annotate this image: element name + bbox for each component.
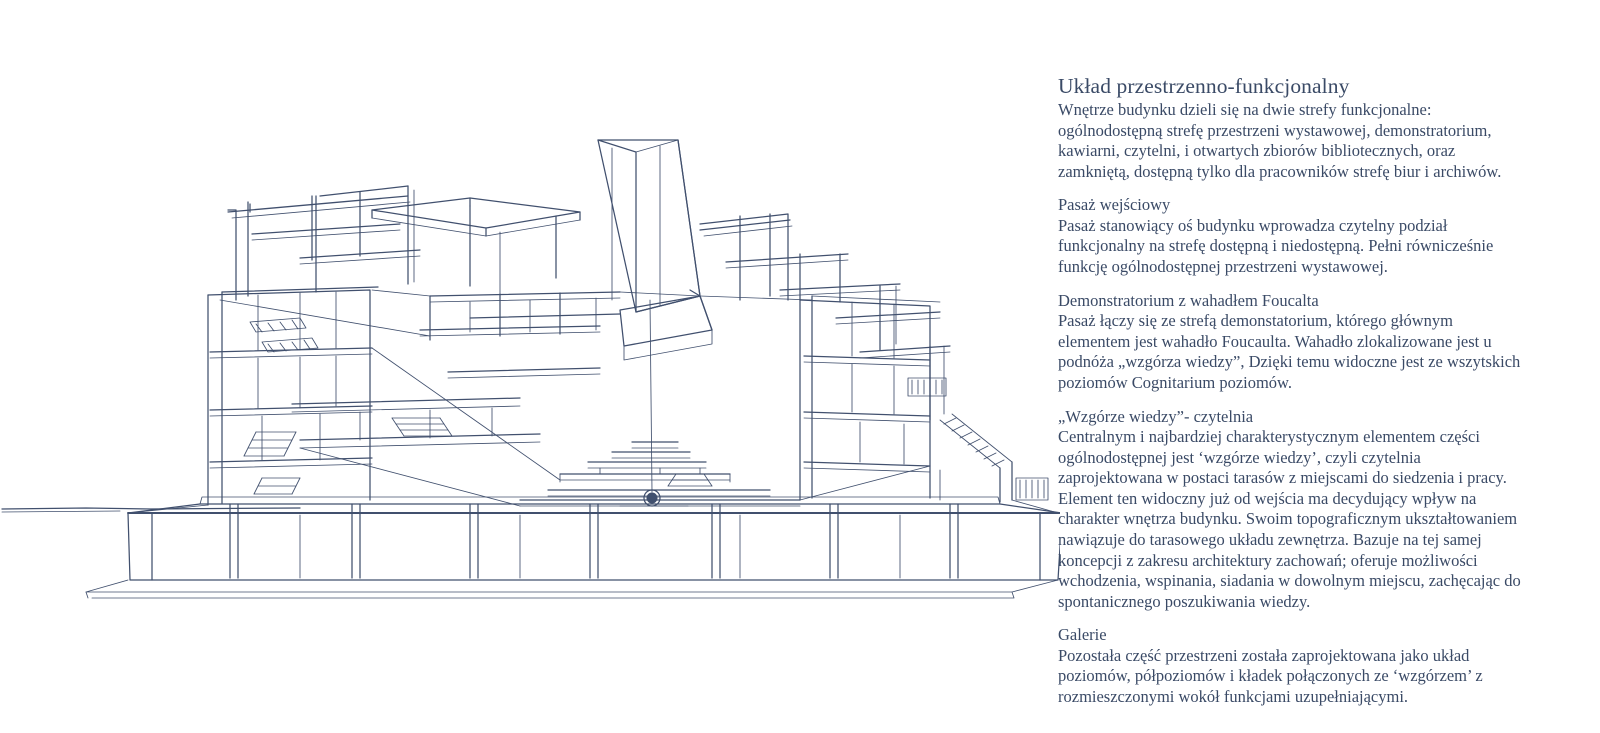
- section-body: Centralnym i najbardziej charakterystycznym elementem części ogólnodostępnej jest ‘wzgórze wiedzy’, czyli czytelnia zaprojektowana w postaci tarasów z miejscami do siedzenia i pracy. Element ten widoczny już od wejścia ma decydujący wpływ na charakter wnętrza budynku. Swoim topograficznym ukształtowaniem nawiązuje do tarasowego układu zewnętrza. Bazuje na tej samej koncepcji z zakresu architektury zachowań; oferuje możliwości wchodzenia, wspinania, siadania w dowolnym miejscu, zachęcając do spontanicznego poszukiwania wiedzy.: [1058, 427, 1521, 611]
- foundation-platform: [86, 513, 1060, 598]
- section-body: Pasaż stanowiący oś budynku wprowadza czytelny podział funkcjonalny na strefę dostępną i niedostępną. Pełni równicześnie funkcję ogólnodostępnej przestrzeni wystawowej.: [1058, 215, 1494, 277]
- section-heading: Pasaż wejściowy: [1058, 195, 1171, 215]
- section-pasaz-wejsciowy: [1058, 195, 1528, 277]
- section-body: Pasaż łączy się ze strefą demonstatorium, którego głównym elementem jest wahadło Foucaulta. Wahadło zlokalizowane jest u podnóża „wzgórza wiedzy”, Dzięki temu widoczne jest ze wszytskich poziomów Cognitarium poziomów.: [1058, 311, 1521, 392]
- intro-block: [1058, 100, 1528, 182]
- left-roof-canopies: [228, 186, 420, 300]
- section-wzgorze-wiedzy: [1058, 407, 1528, 613]
- intro-paragraph: Wnętrze budynku dzieli się na dwie strefy funkcjonalne: ogólnodostępną strefę przestrzeni wystawowej, demonstratorium, kawiarni, czytelni, i otwartych zbiorów bibliotecznych, oraz zamkniętą, dostępną tylko dla pracowników strefę biur i archiwów.: [1058, 100, 1502, 181]
- construction-lines: [128, 290, 1058, 513]
- foucault-pendulum: [620, 300, 688, 506]
- right-roof-canopies: [700, 214, 950, 420]
- description-panel: [1058, 74, 1528, 708]
- page-title: Układ przestrzenno-funkcjonalny: [1058, 74, 1350, 98]
- section-heading: „Wzgórze wiedzy”- czytelnia: [1058, 406, 1254, 426]
- section-galerie: [1058, 625, 1528, 707]
- section-heading: Galerie: [1058, 625, 1107, 645]
- section-heading: Demonstratorium z wahadłem Foucalta: [1058, 290, 1319, 310]
- section-demonstratorium: [1058, 291, 1528, 394]
- right-wing-structure: [800, 296, 1012, 502]
- left-wing-structure: [208, 287, 378, 505]
- central-galleries: [292, 292, 620, 448]
- right-detail-elements: [908, 378, 1048, 500]
- left-louver-details: [250, 318, 318, 352]
- section-body: Pozostała część przestrzeni została zaprojektowana jako układ poziomów, półpoziomów i kładek połączonych ze ‘wzgórzem’ z rozmieszczonymi wokół funkcjami uzupełniającymi.: [1058, 645, 1483, 707]
- platform-columns: [230, 504, 958, 578]
- left-sloped-roof: [372, 198, 580, 300]
- central-tower: [598, 140, 712, 360]
- knowledge-hill-terraces: [520, 442, 800, 506]
